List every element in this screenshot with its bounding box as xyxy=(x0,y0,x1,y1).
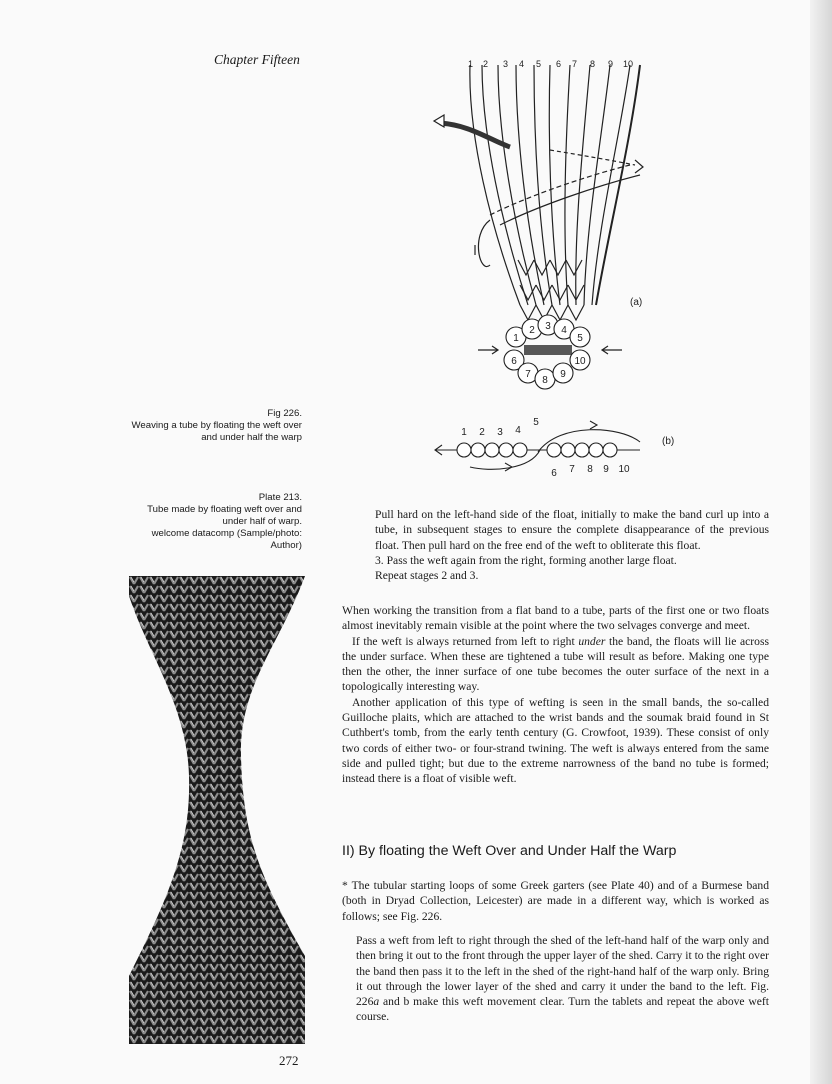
paragraph-transition: When working the transition from a flat band to a tube, parts of the first one or two floats almost inevitably remain visible at the point where the two selvages converge and meet. xyxy=(342,604,769,633)
fig226-caption-title: Fig 226. xyxy=(267,408,302,419)
warp-number: 1 xyxy=(468,59,474,69)
continued-steps xyxy=(375,507,769,583)
b-number: 2 xyxy=(479,427,485,438)
emphasis: under xyxy=(578,634,606,648)
warp-number: 10 xyxy=(623,59,634,69)
plate213-caption-line: Tube made by floating weft over and xyxy=(147,504,302,515)
circle-number: 5 xyxy=(577,333,583,344)
plate213-caption-line: welcome datacomp (Sample/photo: xyxy=(151,528,302,539)
footnote-paragraph: * The tubular starting loops of some Greek garters (see Plate 40) and of a Burmese band (both in Dryad Collection, Leicester) are made in a different way, which is worked as follows; see Fig. 226. xyxy=(342,879,769,923)
paragraph-guilloche: Another application of this type of wefting is seen in the small bands, the so-called Guilloche plaits, which are attached to the wrist bands and the soumak braid found in St Cuthbert's tomb, from the early tenth century (G. Crowfoot, 1939). These consist of only two cords of either two- or four-strand twining. The weft is always entered from the same side and pulled tight; but due to the extreme narrowness of the band no tube is formed; instead there is a float of visible weft. xyxy=(342,695,769,786)
circle-number: 2 xyxy=(529,325,535,336)
plate213-caption-title: Plate 213. xyxy=(258,492,302,503)
section-heading: II) By floating the Weft Over and Under Half the Warp xyxy=(342,843,677,859)
circle-number: 4 xyxy=(561,325,567,336)
plate213-photo xyxy=(129,576,305,1044)
page-edge-shadow xyxy=(810,0,832,1084)
text-run: Pass a weft from left to right through the shed of the left-hand half of the warp only and then bring it out to the front through the upper layer of the shed. Carry it to the right over the band then pass it to the left in the shed of the right-hand half of the warp only. Bring it out through the lower layer of the shed and carry it under the band to the left. Fig. 226 xyxy=(356,934,769,1009)
b-number: 9 xyxy=(603,464,609,475)
circle-number: 3 xyxy=(545,321,551,332)
page-number: 272 xyxy=(279,1053,299,1068)
warp-number: 2 xyxy=(483,59,489,69)
b-number: 6 xyxy=(551,468,557,479)
warp-number: 3 xyxy=(503,59,509,69)
b-number: 5 xyxy=(533,417,539,428)
warp-number: 5 xyxy=(536,59,542,69)
circle-number: 1 xyxy=(513,333,519,344)
plate213-caption-line: under half of warp. xyxy=(222,516,302,527)
warp-number: 9 xyxy=(608,59,614,69)
plate213-caption-line: Author) xyxy=(270,540,302,551)
fig226a-label: (a) xyxy=(630,297,643,308)
warp-number: 4 xyxy=(519,59,525,69)
circle-number: 6 xyxy=(511,356,517,367)
text-run: and b make this weft movement clear. Turn the tablets and repeat the above weft course. xyxy=(356,995,769,1024)
b-number: 8 xyxy=(587,464,593,475)
text-run: the band, the floats will lie across the under surface. When these are tightened a tube will result as before. Making one type then the other, the inner surface of one tube becomes the outer surface of the next in a topologically interesting way. xyxy=(342,634,769,694)
repeat-line: Repeat stages 2 and 3. xyxy=(375,569,479,583)
pull-paragraph: Pull hard on the left-hand side of the float, initially to make the band curl up into a tube, in subsequent stages to ensure the complete disappearance of the previous float. Then pull hard on the free end of the weft to obliterate this float. xyxy=(375,508,769,552)
text-run: If the weft is always returned from left to right xyxy=(352,634,579,648)
fig226-caption-line: Weaving a tube by floating the weft over xyxy=(131,420,302,431)
paragraph-under xyxy=(342,634,769,695)
circle-number: 9 xyxy=(560,369,566,380)
fig226-caption xyxy=(62,408,302,444)
fig226-caption-line: and under half the warp xyxy=(201,432,302,443)
warp-number: 8 xyxy=(590,59,596,69)
warp-number: 6 xyxy=(556,59,562,69)
b-number: 1 xyxy=(461,427,467,438)
circle-number: 8 xyxy=(542,375,548,386)
instruction-paragraph xyxy=(356,933,769,1025)
circle-number: 10 xyxy=(574,356,586,367)
emphasis: a xyxy=(373,995,380,1009)
chapter-header: Chapter Fifteen xyxy=(214,52,300,67)
b-number: 3 xyxy=(497,427,503,438)
circle-number: 7 xyxy=(525,369,531,380)
fig226b-label: (b) xyxy=(662,436,675,447)
step-3: 3. Pass the weft again from the right, forming another large float. xyxy=(375,553,677,567)
b-number: 10 xyxy=(618,464,630,475)
b-number: 4 xyxy=(515,425,521,436)
plate213-caption xyxy=(62,492,302,552)
main-text xyxy=(342,603,769,787)
b-number: 7 xyxy=(569,464,575,475)
warp-number: 7 xyxy=(572,59,578,69)
fig226a-diagram xyxy=(430,55,670,400)
fig226b-diagram xyxy=(430,412,675,482)
